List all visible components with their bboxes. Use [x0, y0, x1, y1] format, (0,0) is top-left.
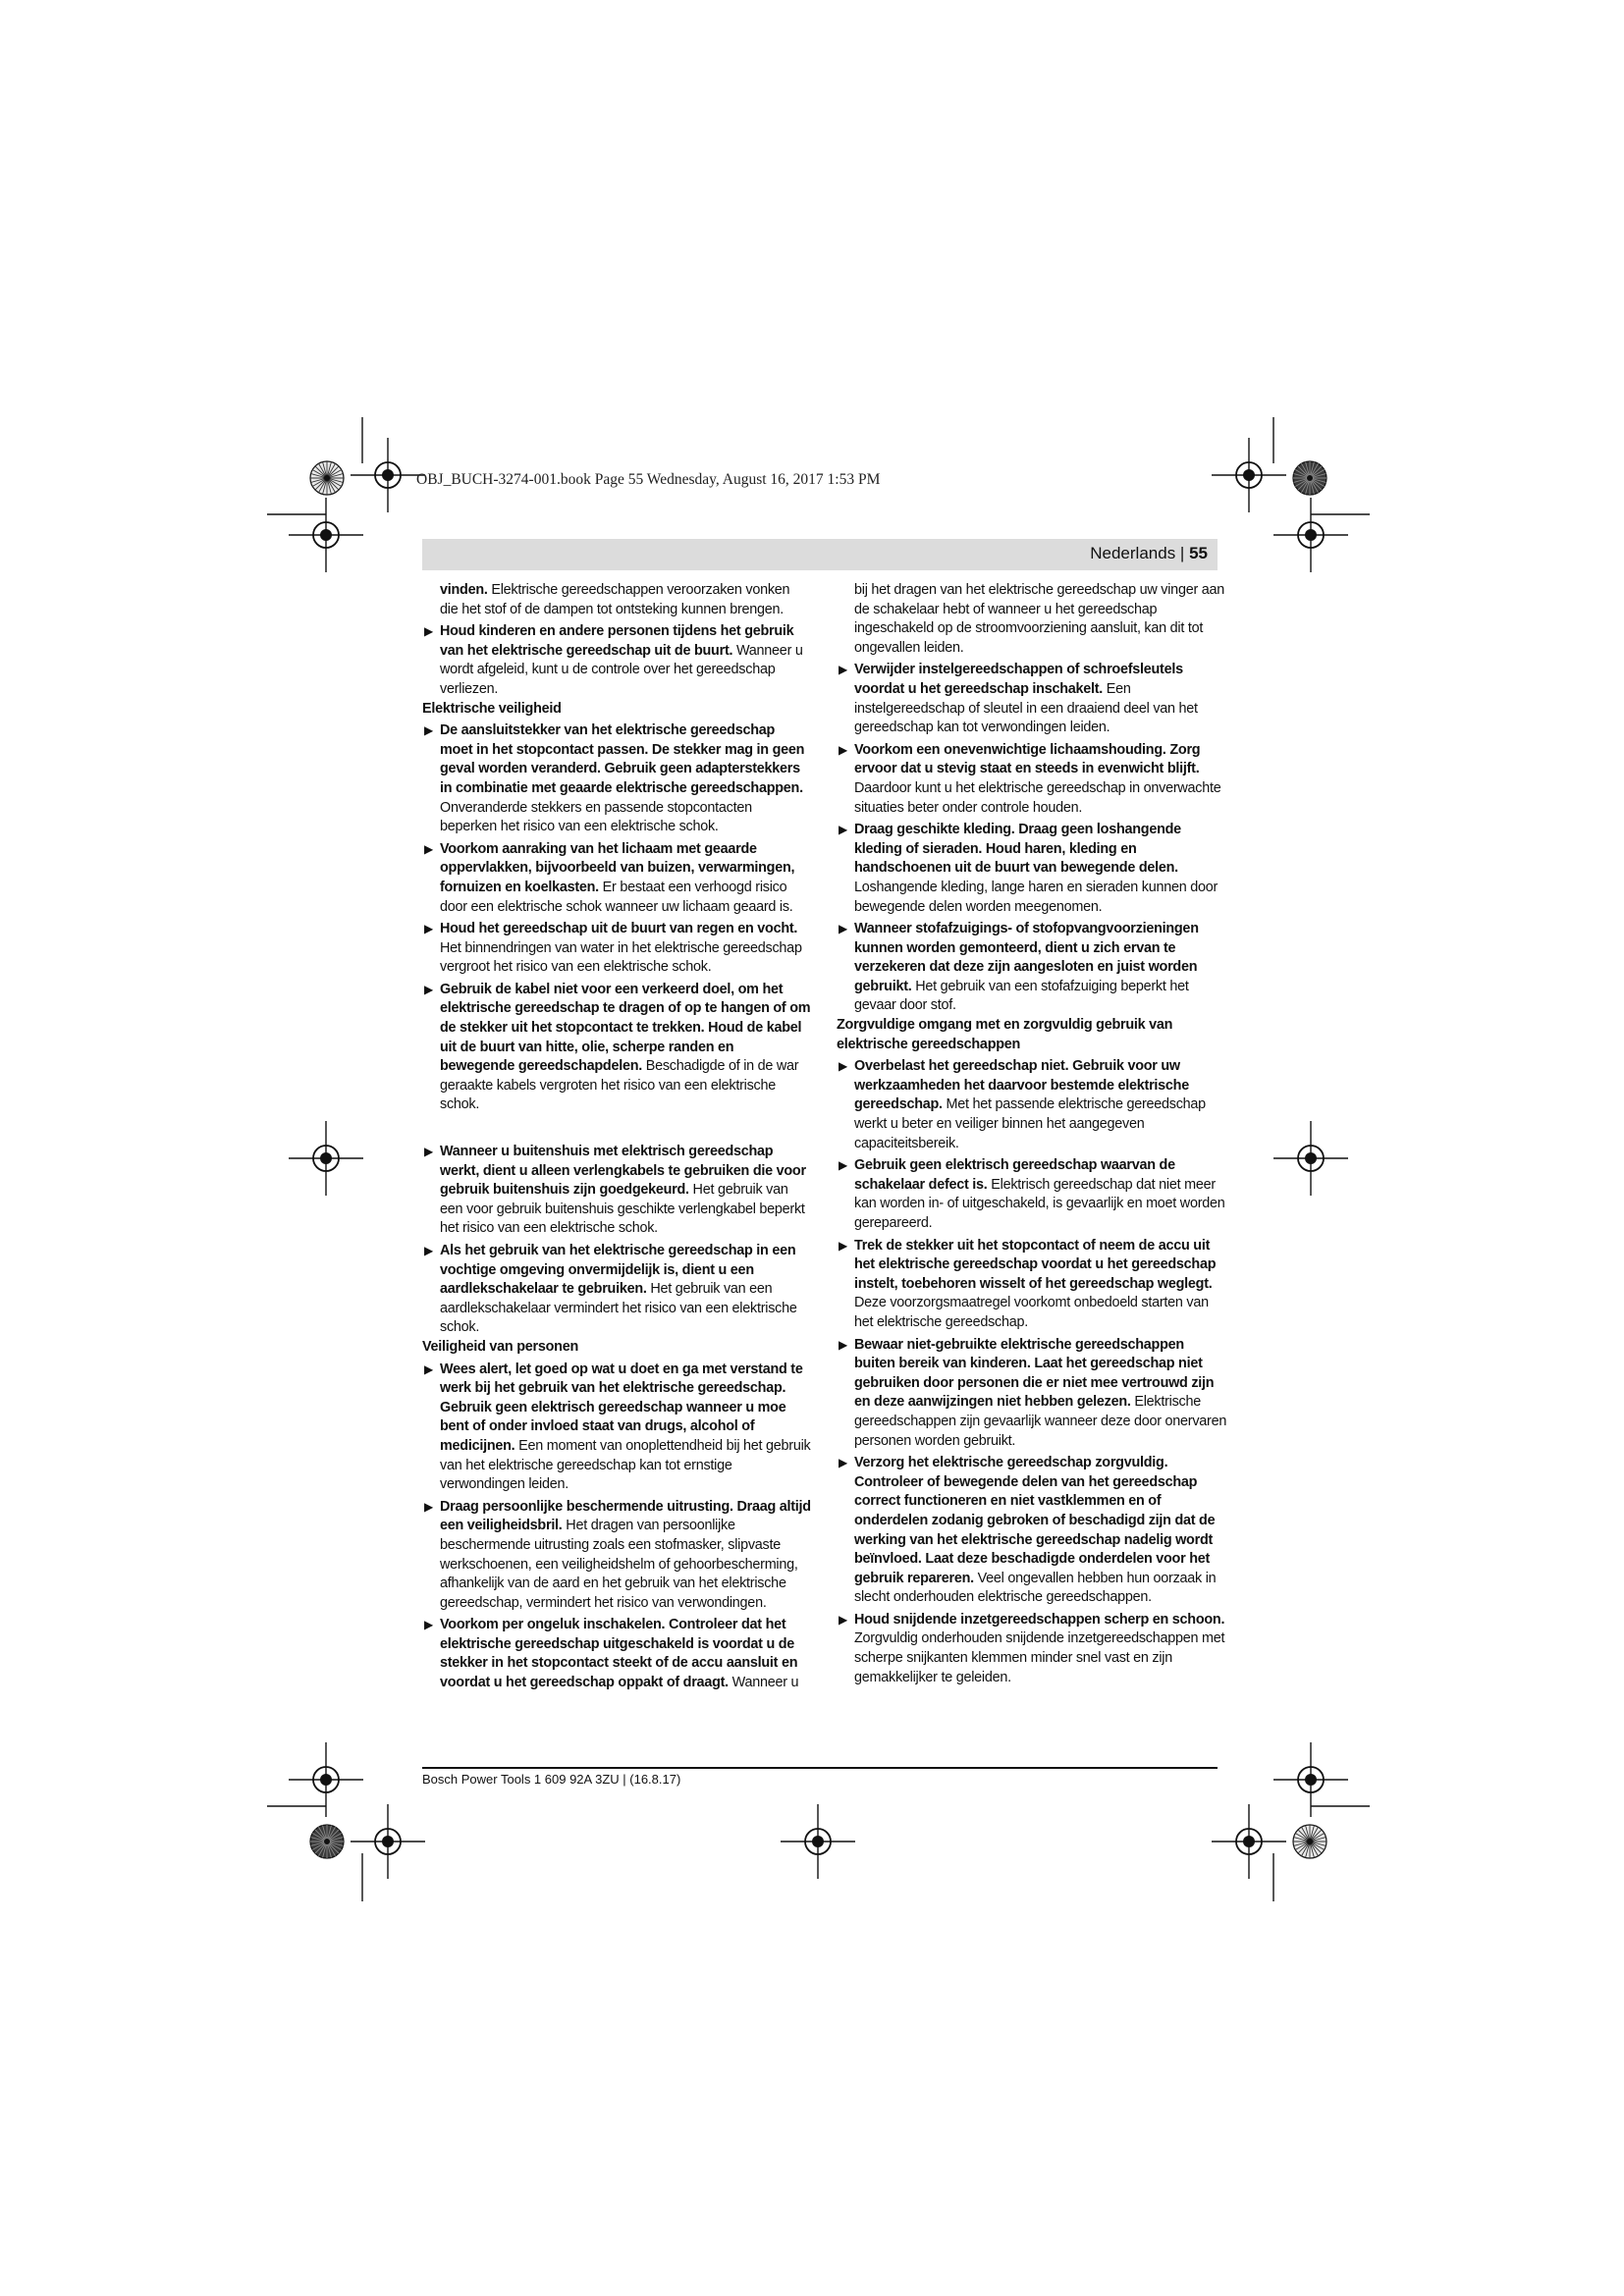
bold-text: Voorkom aanraking van het lichaam met geaarde oppervlakken, bijvoorbeeld van buizen, verwarmingen, fornuizen en koelkasten. [440, 840, 795, 895]
bold-text: Als het gebruik van het elektrische gereedschap in een vochtige omgeving onvermijdelijk is, dient u een aardlekschakelaar te gebruiken. [440, 1243, 796, 1298]
bold-text: Gebruik geen elektrisch gereedschap waarvan de schakelaar defect is. [854, 1157, 1175, 1193]
bullet-icon: ▶ [424, 1244, 433, 1257]
bold-text: Voorkom een onevenwichtige lichaamshouding. Zorg ervoor dat u stevig staat en steeds in evenwicht blijft. [854, 741, 1201, 777]
list-item [837, 661, 1227, 737]
print-slug: OBJ_BUCH-3274-001.book Page 55 Wednesday, August 16, 2017 1:53 PM [416, 471, 881, 488]
registration-mark [282, 491, 370, 579]
bold-text: Wanneer u buitenshuis met elektrisch gereedschap werkt, dient u alleen verlengkabels te gebruiken die voor gebruik buitenshuis zijn goedgekeurd. [440, 1144, 806, 1199]
bold-text: Wanneer stofafzuigings- of stofopvangvoorzieningen kunnen worden gemonteerd, dient u zich ervan te verzekeren dat deze zijn aangesloten en juist worden gebruikt. [854, 921, 1199, 994]
body-text: Een instelgereedschap of sleutel in een draaiend deel van het gereedschap kan tot verwondingen leiden. [854, 680, 1198, 736]
bullet-icon: ▶ [424, 841, 433, 856]
body-text: Elektrische gereedschappen zijn gevaarlijk wanneer deze door onervaren personen worden gebruikt. [854, 1394, 1227, 1449]
list-item [837, 821, 1227, 917]
list-item [422, 1498, 811, 1614]
bullet-icon: ▶ [424, 723, 433, 738]
crop-line [362, 417, 364, 463]
body-text: Met het passende elektrische gereedschap werkt u beter en veiliger binnen het aangegeven capaciteitsbereik. [854, 1096, 1206, 1151]
bullet-icon: ▶ [839, 922, 847, 936]
registration-mark [344, 1797, 432, 1886]
bullet-icon: ▶ [424, 1145, 433, 1159]
registration-mark [282, 1114, 370, 1202]
list-item [422, 622, 811, 699]
section-heading: Zorgvuldige omgang met en zorgvuldig gebruik van elektrische gereedschappen [837, 1017, 1173, 1052]
body-text: Het gebruik van een aardlekschakelaar vermindert het risico van een elektrische schok. [440, 1281, 797, 1336]
registration-mark [1267, 1114, 1355, 1202]
list-item [837, 741, 1227, 818]
running-head [1090, 544, 1208, 563]
footer-text: Bosch Power Tools 1 609 92A 3ZU | (16.8.17) [422, 1772, 681, 1787]
page-number: 55 [1189, 544, 1208, 562]
bullet-icon: ▶ [424, 1618, 433, 1632]
body-text: Veel ongevallen hebben hun oorzaak in slecht onderhouden elektrische gereedschappen. [854, 1570, 1217, 1606]
list-item [837, 1611, 1227, 1687]
continued-paragraph: bij het dragen van het elektrische gereedschap uw vinger aan de schakelaar hebt of wanneer u het gereedschap ingeschakeld op de stroomvoorziening aansluit, kan dit tot ongevallen leiden. [854, 582, 1224, 656]
body-text: Wanneer u [728, 1675, 799, 1691]
body-text: Deze voorzorgsmaatregel voorkomt onbedoeld starten van het elektrische gereedschap. [854, 1295, 1209, 1330]
list-item [837, 1237, 1227, 1333]
body-text: Beschadigde of in de war geraakte kabels vergroten het risico van een elektrische schok. [440, 1058, 799, 1113]
body-text: Er bestaat een verhoogd risico door een elektrische schok wanneer uw lichaam geaard is. [440, 879, 793, 915]
bold-text: Verwijder instelgereedschappen of schroefsleutels voordat u het gereedschap inschakelt. [854, 662, 1183, 697]
body-text: Het gebruik van een voor gebruik buitenshuis geschikte verlengkabel beperkt het risico van een elektrische schok. [440, 1182, 805, 1237]
bullet-icon: ▶ [839, 1158, 847, 1173]
bold-text: De aansluitstekker van het elektrische gereedschap moet in het stopcontact passen. De stekker mag in geen geval worden veranderd. Gebruik geen adapterstekkers in combinatie met geaarde elektrische gereedschappen. [440, 722, 805, 796]
bold-text: Voorkom per ongeluk inschakelen. Controleer dat het elektrische gereedschap uitgeschakeld is voordat u de stekker in het stopcontact steekt of de accu aansluit en voordat u het gereedschap oppakt of draagt. [440, 1617, 798, 1691]
bold-text: Verzorg het elektrische gereedschap zorgvuldig. Controleer of bewegende delen van het gereedschap correct functioneren en niet vastklemmen en of onderdelen zodanig gebroken of beschadigd zijn dat de werking van het elektrische gereedschap nadelig wordt beïnvloed. Laat deze beschadigde onderdelen voor het gebruik repareren. [854, 1455, 1216, 1586]
crop-line [362, 1853, 364, 1901]
bullet-icon: ▶ [839, 1238, 847, 1253]
list-item [422, 1143, 811, 1239]
bold-text: Overbelast het gereedschap niet. Gebruik voor uw werkzaamheden het daarvoor bestemde elektrische gereedschap. [854, 1058, 1189, 1113]
bullet-icon: ▶ [839, 1337, 847, 1352]
bullet-icon: ▶ [424, 982, 433, 996]
crop-line [1273, 417, 1275, 463]
footer-rule [422, 1767, 1218, 1769]
list-item [422, 1242, 811, 1338]
bold-text: Trek de stekker uit het stopcontact of neem de accu uit het elektrische gereedschap voordat u het gereedschap instelt, toebehoren wisselt of het gereedschap weglegt. [854, 1237, 1217, 1292]
continued-paragraph [422, 581, 811, 619]
left-column [422, 581, 811, 1693]
body-text: Het dragen van persoonlijke beschermende uitrusting zoals een stofmasker, slipvaste werkschoenen, een veiligheidshelm of gehoorbescherming, afhankelijk van de aard en het gebruik van het elektrische gereedschap, vermindert het risico van verwondingen. [440, 1518, 798, 1611]
bullet-icon: ▶ [424, 1362, 433, 1376]
list-item [837, 1454, 1227, 1608]
list-item [422, 981, 811, 1115]
bullet-icon: ▶ [839, 823, 847, 837]
right-column [837, 581, 1227, 1687]
crop-line [267, 514, 326, 516]
list-item [422, 721, 811, 837]
section-heading: Elektrische veiligheid [422, 700, 562, 717]
body-text: Loshangende kleding, lange haren en sieraden kunnen door bewegende delen worden meegenomen. [854, 879, 1218, 915]
body-text: Daardoor kunt u het elektrische gereedschap in onverwachte situaties beter onder controle houden. [854, 779, 1221, 816]
list-item [837, 920, 1227, 1016]
body-text: Een moment van onoplettendheid bij het gebruik van het elektrische gereedschap kan tot ernstige verwondingen leiden. [440, 1437, 811, 1493]
bullet-icon: ▶ [424, 1499, 433, 1514]
bold-text: Draag persoonlijke beschermende uitrusting. Draag altijd een veiligheidsbril. [440, 1498, 811, 1534]
body-text: Het gebruik van een stofafzuiging beperkt het gevaar door stof. [854, 978, 1189, 1014]
bullet-icon: ▶ [424, 624, 433, 639]
bold-text: Houd snijdende inzetgereedschappen scherp en schoon. [854, 1611, 1225, 1628]
bold-text: vinden. [440, 582, 488, 598]
spacer [422, 1115, 811, 1140]
header-language: Nederlands [1090, 544, 1176, 562]
list-item [422, 1616, 811, 1692]
list-item [837, 1156, 1227, 1233]
list-item [837, 1336, 1227, 1452]
bullet-icon: ▶ [839, 663, 847, 677]
bold-text: Wees alert, let goed op wat u doet en ga met verstand te werk bij het gebruik van het elektrische gereedschap. Gebruik geen elektrisch gereedschap wanneer u moe bent of onder invloed staat van drugs, alcohol of medicijnen. [440, 1361, 803, 1454]
body-text: Onveranderde stekkers en passende stopcontacten beperken het risico van een elektrische schok. [440, 799, 752, 835]
bullet-icon: ▶ [839, 742, 847, 757]
bold-text: Gebruik de kabel niet voor een verkeerd doel, om het elektrische gereedschap te dragen of op te hangen of om de stekker uit het stopcontact te trekken. Houd de kabel uit de buurt van hitte, olie, scherpe randen en bewegende gereedschapdelen. [440, 981, 811, 1075]
bullet-icon: ▶ [839, 1612, 847, 1627]
body-text: Elektrisch gereedschap dat niet meer kan worden in- of uitgeschakeld, is gevaarlijk en moet worden gerepareerd. [854, 1176, 1225, 1231]
bold-text: Bewaar niet-gebruikte elektrische gereedschappen buiten bereik van kinderen. Laat het gereedschap niet gebruiken door personen die er niet mee vertrouwd zijn en deze aanwijzingen niet hebben gelezen. [854, 1336, 1215, 1411]
bullet-icon: ▶ [839, 1059, 847, 1074]
header-separator: | [1175, 544, 1190, 562]
bold-text: Houd het gereedschap uit de buurt van regen en vocht. [440, 921, 798, 937]
body-text: Zorgvuldig onderhouden snijdende inzetgereedschappen met scherpe snijkanten klemmen minder snel vast en zijn gemakkelijker te geleiden. [854, 1630, 1225, 1685]
list-item [422, 1361, 811, 1495]
list-item [837, 1057, 1227, 1153]
list-item [422, 920, 811, 978]
section-heading: Veiligheid van personen [422, 1338, 578, 1355]
color-bar-wheel [1266, 1797, 1354, 1886]
body-text: Wanneer u wordt afgeleid, kunt u de controle over het gereedschap verliezen. [440, 642, 803, 697]
body-text: Elektrische gereedschappen veroorzaken vonken die het stof of de dampen tot ontsteking kunnen brengen. [440, 582, 790, 617]
registration-mark [774, 1797, 862, 1886]
list-item [422, 840, 811, 917]
bold-text: Houd kinderen en andere personen tijdens het gebruik van het elektrische gereedschap uit de buurt. [440, 623, 794, 659]
bullet-icon: ▶ [424, 922, 433, 936]
crop-line [1311, 514, 1370, 516]
body-text: Het binnendringen van water in het elektrische gereedschap vergroot het risico van een elektrische schok. [440, 939, 802, 976]
registration-mark [1267, 491, 1355, 579]
crop-line [1273, 1853, 1275, 1901]
bold-text: Draag geschikte kleding. Draag geen loshangende kleding of sieraden. Houd haren, kleding en handschoenen uit de buurt van bewegende delen. [854, 822, 1181, 877]
bullet-icon: ▶ [839, 1456, 847, 1470]
